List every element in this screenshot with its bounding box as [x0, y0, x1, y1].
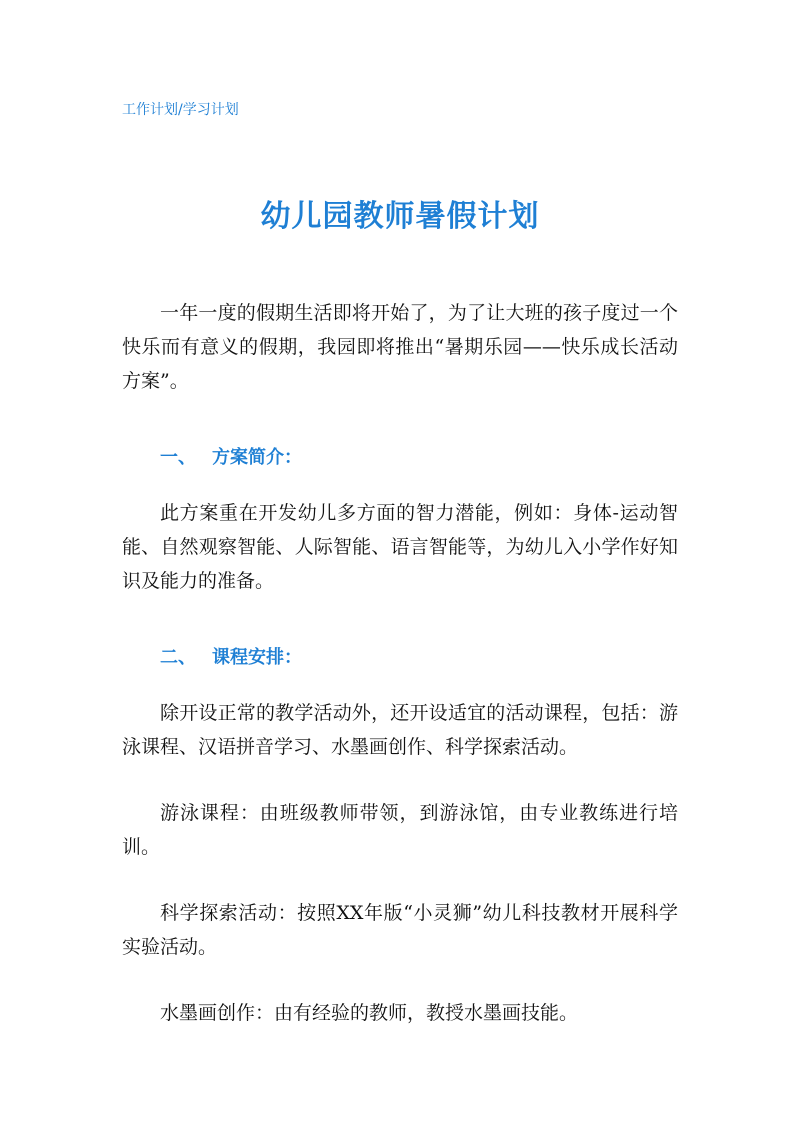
overview-paragraph: 此方案重在开发幼儿多方面的智力潜能，例如：身体-运动智能、自然观察智能、人际智能、语言智能等，为幼儿入小学作好知识及能力的准备。 — [122, 502, 678, 592]
science-paragraph: 科学探索活动：按照XX年版“小灵狮”幼儿科技教材开展科学实验活动。 — [122, 902, 678, 958]
section-title: 方案简介： — [212, 447, 302, 468]
ink-painting-paragraph: 水墨画创作：由有经验的教师，教授水墨画技能。 — [160, 1002, 579, 1024]
section-number: 一、 — [160, 447, 196, 468]
section-heading-overview — [160, 443, 302, 473]
category-label: 工作计划/学习计划 — [122, 102, 239, 118]
section-number: 二、 — [160, 647, 196, 668]
swim-paragraph: 游泳课程：由班级教师带领，到游泳馆，由专业教练进行培训。 — [122, 802, 678, 858]
section-heading-courses — [160, 643, 302, 673]
courses-paragraph: 除开设正常的教学活动外，还开设适宜的活动课程，包括：游泳课程、汉语拼音学习、水墨画创作、科学探索活动。 — [122, 702, 678, 758]
intro-paragraph: 一年一度的假期生活即将开始了，为了让大班的孩子度过一个快乐而有意义的假期，我园即将推出“暑期乐园——快乐成长活动方案”。 — [122, 302, 678, 392]
section-title: 课程安排： — [212, 647, 302, 668]
document-title: 幼儿园教师暑假计划 — [260, 199, 540, 234]
